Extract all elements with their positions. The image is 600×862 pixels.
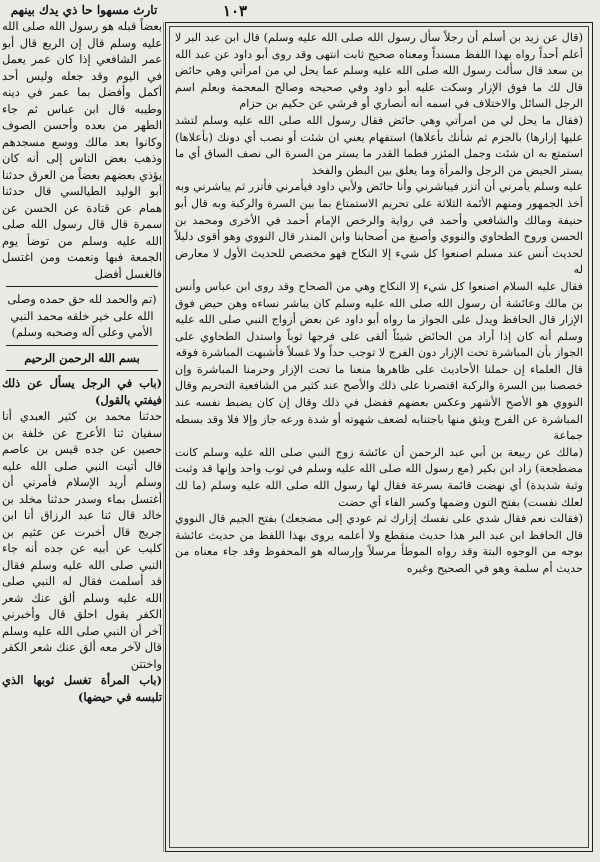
basmala: بسم الله الرحمن الرحيم (24, 350, 140, 365)
main-commentary-text (169, 26, 589, 848)
paragraph: عليه وسلم يأمرني أن أتزر فيباشرني وأنا حائض ولأبي داود فيأمرني فأتزر ثم يباشرني وبه أخذ الجمهور ومنهم الأئمة الثلاثة على تحريم الاستمتاع بما بين السرة والركبة وبه قال أبو حنيفة ومالك والشافعي وأحمد في رواية والرخص الإمام أحمد في الأخرى ومحمد بن الحسن وروح الطحاوي والنووي وأصبغ من أصحابنا وابن المنذر قال النووي وهو أقوى دليلاً لحديث أنس عند مسلم اصنعوا كل شيء إلا النكاح فهو مخصص للحديث الأول لا معارض له (175, 180, 583, 277)
column-separator (163, 22, 164, 852)
paragraph: فقال عليه السلام اصنعوا كل شيء إلا النكاح وهي من الصحاح وقد روى ابن عباس وأنس بن مالك وعائشة أن رسول الله صلى الله عليه وسلم كان يباشر نساءه وهن حيض فوق الإزار قال الحافظ ويدل على الجواز ما رواه أبو داود عن بعض أزواج النبي صلى الله عليه وسلم أنه كان إذا أراد من الحائض شيئاً ألقى على فرجها ثوباً واستدل الطحاوي على الجواز بأن المباشرة تحت الإزار دون الفرج لا توجب حداً ولا غسلاً فأشبهت المباشرة فوقه (175, 279, 583, 360)
paragraph: قال العلماء إن حملنا الأحاديث على ظاهرها منعنا ما تحت الإزار وحرمنا المباشرة وإن خصصنا بين السرة والركبة اقتصرنا على ذلك والأصح عند كثير من الشافعية التحريم وقال النووي هو الأصح الأشهر وعكس بعضهم ففضل في ذلك وقال إن كان يضبط نفسه عند المباشرة عن الفرج ويثق منها باجتنابه لضعف شهوته أو شدة ورعه جاز وإلا فلا وقد بسطه جماعة (175, 362, 583, 443)
divider-rule (6, 345, 158, 346)
margin-column (2, 18, 162, 856)
margin-text-top: بعضاً قبله هو رسول الله صلى الله عليه وسلم قال إن الربع قال أبو عمر الشافعي إذا كان عمر يعمل في اليوم وقد جعله وليس أحد أكمل وأفضل بما عمر في دينه وطيبه قال ابن عباس ثم جاء الطهر من بعده وأحسن الصوف وكانوا بعد مالك ووسع مسجدهم وذهب بعض الناس إلى أنه كان يؤذي بعضهم بعضاً من العرق حدثنا أبو الوليد الطيالسي قال حدثنا همام عن قتادة عن الحسن عن سمرة قال قال رسول الله صلى الله عليه وسلم من توضأ يوم الجمعة فبها ونعمت ومن اغتسل فالغسل أفضل (2, 19, 162, 281)
paragraph: (فقالت نعم فقال شدي على نفسك إزارك ثم عودي إلى مضجعك) بفتح الجيم قال النووي قال الحافظ ابن عبد البر هذا حديث منقطع ولا أعلمه يروى بهذا اللفظ من حديث عائشة بوجه من الوجوه البتة وقد رواه الموطأ مرسلاً وإرساله هو المحفوظ وقد جاء معناه من حديث أم سلمة وهو في الصحيح وغيره (175, 512, 583, 575)
page-number: ١٠٣ (222, 2, 248, 20)
chapter-heading-next: (باب المرأة تغسل ثوبها الذي تلبسه في حيضها) (2, 673, 162, 704)
closing-formula: (تم والحمد لله حق حمده وصلى الله على خير خلقه محمد النبي الأمي وعلى آله وصحبه وسلم) (7, 292, 157, 339)
paragraph: (فقال ما يحل لي من امرأتي وهي حائض فقال رسول الله صلى الله عليه وسلم لتشد عليها إزارها) بالجزم ثم شأنك بأعلاها) استفهام يعني ان شئت أو نصب أي دونك (بأعلاها) استمتع به ان شئت وجمل المئزر فطما القدر ما يستر من السرة الى نصف الساق أي ما يستر الحيض من الرجل والمرأة وما يعلق بين البطن والفخذ (175, 113, 583, 177)
margin-text-bottom: حدثنا محمد بن كثير العبدي أنا سفيان ثنا الأعرج عن خلفة بن حصين عن جده قيس بن عاصم قال أتيت النبي صلى الله عليه وسلم أريد الإسلام فأمرني أن أغتسل بماء وسدر حدثنا مخلد بن خالد قال ثنا عبد الرزاق أنا ابن جريج قال أخبرت عن عثيم بن كليب عن أبيه عن جده أنه جاء النبي صلى الله عليه وسلم فقال قد أسلمت فقال له النبي صلى الله عليه وسلم ألق عنك شعر الكفر يقول احلق قال وأخبرني آخر أن النبي صلى الله عليه وسلم قال لآخر معه ألق عنك شعر الكفر واختتن (2, 409, 162, 671)
left-running-head: تارث مسهوا حا ذي يدك بينهم (10, 3, 158, 17)
paragraph: (مالك عن ربيعة بن أبي عبد الرحمن أن عائشة زوج النبي صلى الله عليه وسلم كانت مضطجعة) زاد ابن بكير (مع رسول الله صلى الله عليه وسلم في ثوب واحد وإنها قد وثبت وثبة شديدة) أي نهضت قائمة بسرعة فقال لها رسول الله صلى الله عليه وسلم (ما لك لعلك نفست) بفتح النون وضمها وكسر الفاء أي حضت (175, 445, 583, 509)
divider-rule (6, 370, 158, 371)
paragraph: (قال عن زيد بن أسلم أن رجلاً سأل رسول الله صلى الله عليه وسلم) قال ابن عبد البر لا أعلم أحداً رواه بهذا اللفظ مسنداً ومعناه صحيح ثابت انتهى وقد روى أبو داود عن عبد الله بن سعد قال سألت رسول الله صلى الله عليه وسلم عما يحل لي من امرأتي وهي حائض قال لك ما فوق الإزار وسكت عليه أبو داود وفي صحيحه وصالح المعجمة وبعلم اسم الرجل السائل والاختلاف في اسمه أنه أنصاري أو قرشي عن حكيم بن حزام (175, 31, 583, 111)
chapter-heading: (باب في الرجل يسأل عن ذلك فيفتي بالقول) (2, 376, 162, 407)
divider-rule (6, 286, 158, 287)
main-commentary-frame (165, 22, 593, 852)
